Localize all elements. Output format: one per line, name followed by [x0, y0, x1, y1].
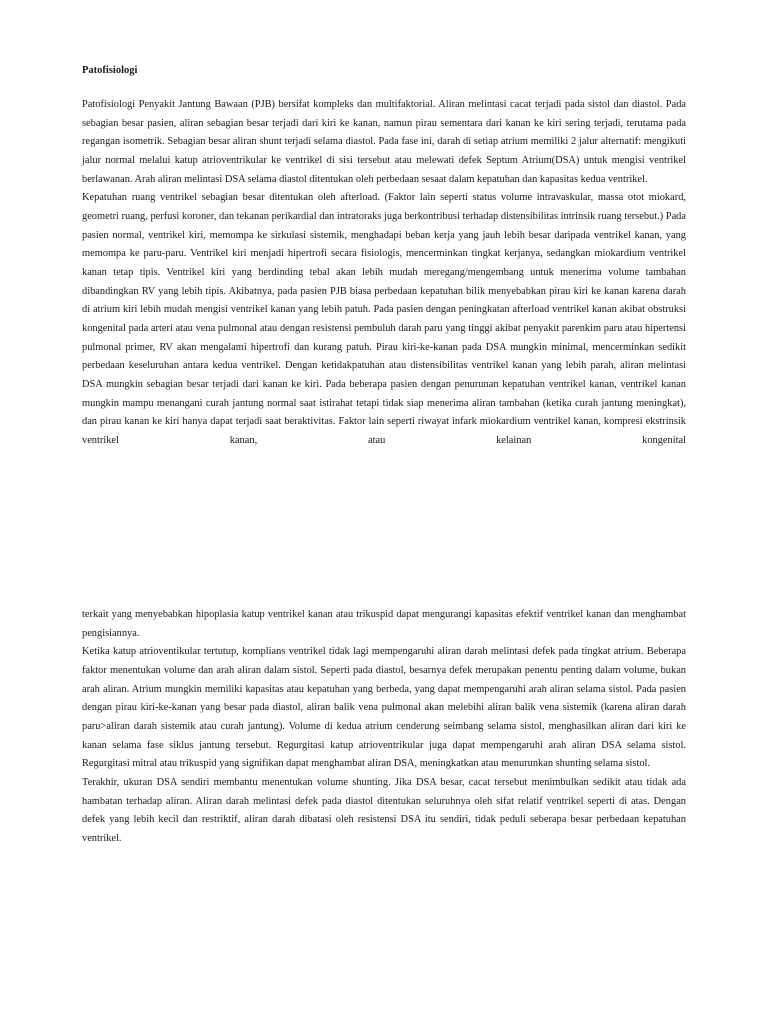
text-block-bottom: [82, 606, 686, 849]
text-block-top: [82, 96, 686, 450]
paragraph: terkait yang menyebabkan hipoplasia katup ventrikel kanan atau trikuspid dapat mengurangi kapasitas efektif ventrikel kanan dan menghambat pengisiannya.: [82, 609, 686, 639]
paragraph: Patofisiologi Penyakit Jantung Bawaan (PJB) bersifat kompleks dan multifaktorial. Aliran melintasi cacat terjadi pada sistol dan diastol. Pada sebagian besar pasien, aliran sebagian besar terjadi dari kiri ke kanan, namun pirau sementara dari kanan ke kiri sering terjadi, terutama pada regangan isometrik. Sebagian besar aliran shunt terjadi selama diastol. Pada fase ini, darah di setiap atrium memiliki 2 jalur alternatif: mengikuti jalur normal melalui katup atrioventrikular ke ventrikel di sisi tersebut atau melewati defek Septum Atrium(DSA) untuk mengisi ventrikel berlawanan. Arah aliran melintasi DSA selama diastol ditentukan oleh perbedaan sesaat dalam kepatuhan dan kapasitas kedua ventrikel.: [82, 99, 686, 185]
paragraph: Kepatuhan ruang ventrikel sebagian besar ditentukan oleh afterload. (Faktor lain seperti status volume intravaskular, massa otot miokard, geometri ruang, perfusi koroner, dan tekanan perikardial dan intratoraks juga berkontribusi terhadap distensibilitas intrinsik ruang tersebut.) Pada pasien normal, ventrikel kiri, memompa ke sirkulasi sistemik, menghadapi beban kerja yang jauh lebih besar daripada ventrikel kanan, yang memompa ke paru-paru. Ventrikel kiri menjadi hipertrofi secara fisiologis, mencerminkan tingkat kerjanya, sedangkan miokardium ventrikel kanan tetap tipis. Ventrikel kiri yang berdinding tebal akan lebih mudah meregang/mengembang untuk menerima volume tambahan dibandingkan RV yang lebih tipis. Akibatnya, pada pasien PJB biasa perbedaan kepatuhan bilik menyebabkan pirau kiri ke kanan karena darah di atrium kiri lebih mudah mengisi ventrikel kanan yang lebih patuh. Pada pasien dengan peningkatan afterload ventrikel kanan akibat obstruksi kongenital pada arteri atau vena pulmonal atau dengan resistensi pembuluh darah paru yang tinggi akibat penyakit parenkim paru atau hipertensi pulmonal primer, RV akan mengalami hipertrofi dan kurang patuh. Pirau kiri-ke-kanan pada DSA mungkin minimal, mencerminkan sedikit perbedaan keseluruhan antara kedua ventrikel. Dengan ketidakpatuhan atau distensibilitas ventrikel kanan yang lebih parah, aliran melintasi DSA mungkin sebagian besar terjadi dari kanan ke kiri. Pada beberapa pasien dengan penurunan kepatuhan ventrikel kanan, ventrikel kanan mungkin mampu menangani curah jantung normal saat istirahat tetapi tidak siap menerima aliran tambahan (ketika curah jantung meningkat), dan pirau kanan ke kiri hanya dapat terjadi saat beraktivitas. Faktor lain seperti riwayat infark miokardium ventrikel kanan, kompresi ekstrinsik ventrikel kanan, atau kelainan kongenital: [82, 192, 686, 446]
paragraph: Terakhir, ukuran DSA sendiri membantu menentukan volume shunting. Jika DSA besar, cacat tersebut menimbulkan sedikit atau tidak ada hambatan terhadap aliran. Aliran darah melintasi defek pada diastol ditentukan seluruhnya oleh sifat relatif ventrikel seperti di atas. Dengan defek yang lebih kecil dan restriktif, aliran darah dibatasi oleh resistensi DSA itu sendiri, tidak peduli seberapa besar perbedaan kepatuhan ventrikel.: [82, 776, 686, 844]
page-title: Patofisiologi: [82, 65, 138, 76]
paragraph: Ketika katup atrioventikular tertutup, komplians ventrikel tidak lagi mempengaruhi aliran darah melintasi defek pada tingkat atrium. Beberapa faktor menentukan volume dan arah aliran dalam sistol. Seperti pada diastol, besarnya defek merupakan penentu penting dalam volume, bukan arah aliran. Atrium mungkin memiliki kapasitas atau kepatuhan yang berbeda, yang dapat mempengaruhi arah aliran selama sistol. Pada pasien dengan pirau kiri-ke-kanan yang besar pada diastol, aliran balik vena pulmonal akan melebihi aliran balik vena sistemik (karena aliran darah paru>aliran darah sistemik atau curah jantung). Volume di kedua atrium cenderung seimbang selama sistol, menghasilkan aliran dari kiri ke kanan selama fase siklus jantung tersebut. Regurgitasi katup atrioventrikular juga dapat mempengaruhi arah aliran DSA selama sistol. Regurgitasi mitral atau trikuspid yang signifikan dapat menghambat aliran DSA, meningkatkan atau menurunkan shunting selama sistol.: [82, 646, 686, 770]
